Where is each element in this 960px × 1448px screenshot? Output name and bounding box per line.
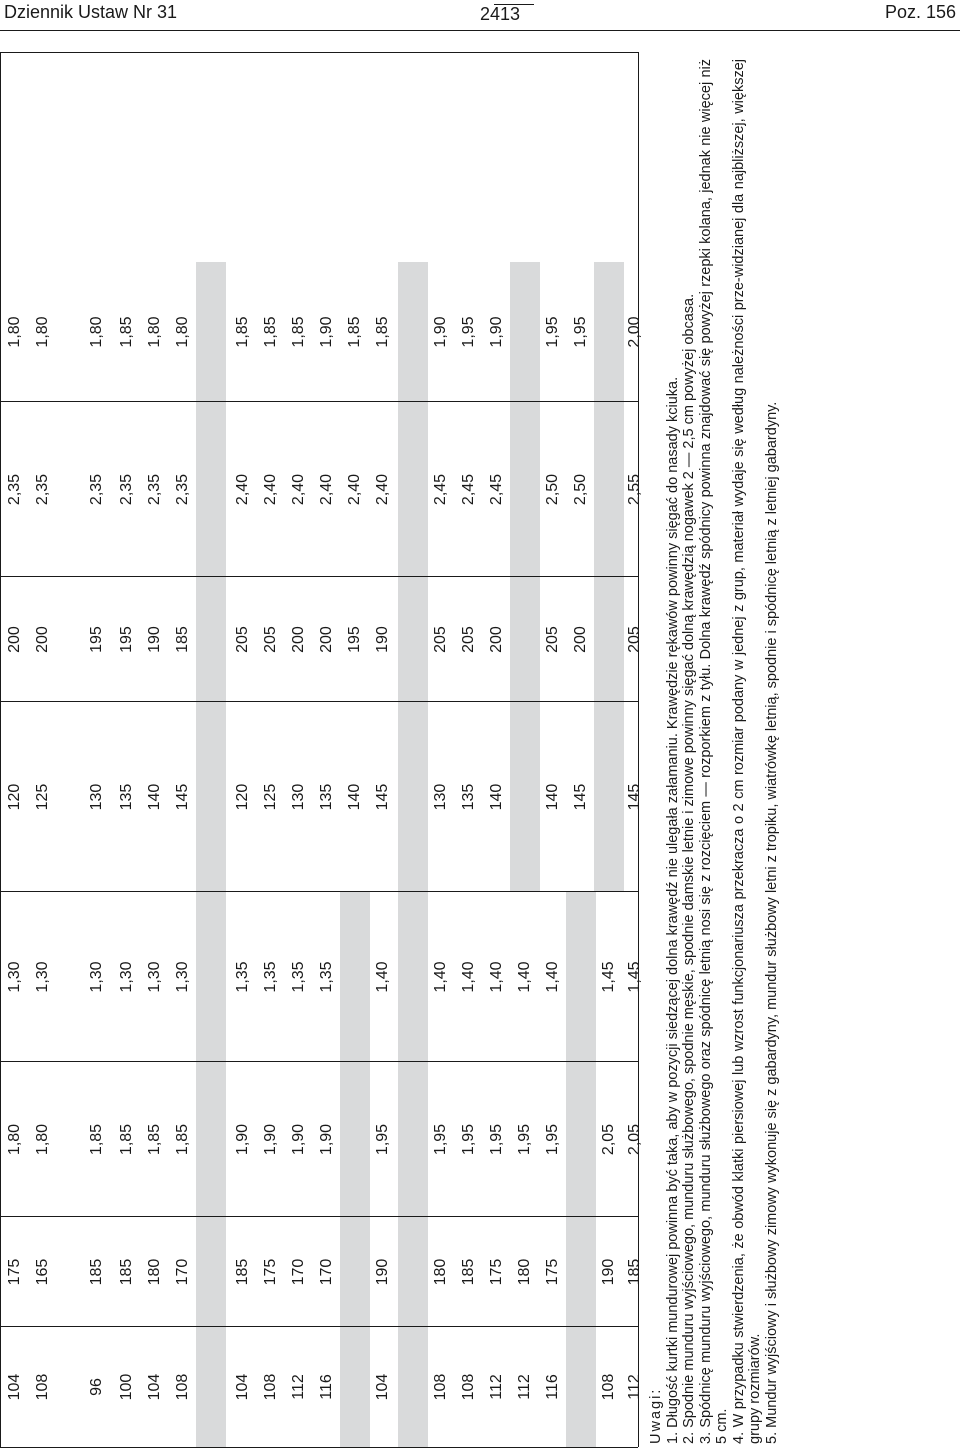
table-cell: 205 [234,626,251,653]
table-cell: 200 [572,626,589,653]
table-cell: 145 [374,783,391,811]
table-cell: 190 [146,626,163,653]
table-cell: 1,30 [146,961,163,993]
table-cell: 140 [146,783,163,811]
table-cell: 1,30 [34,961,51,993]
table-cell: 120 [234,783,251,811]
table-cell: 2,55 [626,473,643,506]
table-cell: 1,90 [318,316,335,348]
table-cell: 140 [488,783,505,811]
table-cell: 1,85 [374,316,391,348]
page-number-text: 2413 [480,4,521,24]
note-item: 4. W przypadku stwierdzenia, że obwód klatki piersiowej lub wzrost funkcjonariusza przekracza o 2 cm rozmiar podany w jednej z grup, materiał wydaje się według należności prze-widzianej dla najbliższej, większej grupy rozmiarów. [730,59,763,1444]
table-cell: 205 [544,626,561,653]
table-cell: 1,40 [374,961,391,993]
table-cell: 1,80 [34,1123,51,1156]
table-cell: 165 [34,1258,51,1286]
table-cell: 1,80 [88,316,105,348]
table-cell: 1,95 [374,1123,391,1156]
table-cell: 195 [88,626,105,653]
table-row [340,52,370,1447]
table-cell: 1,80 [146,316,163,348]
table-cell: 1,30 [174,961,191,993]
table-cell: 108 [262,1373,279,1401]
table-cell [398,892,428,1062]
table-cell [398,262,428,402]
table-cell: 1,40 [516,961,533,993]
table-cell: 2,45 [488,473,505,506]
table-cell: 1,95 [544,1123,561,1156]
notes-title: Uwagi: [648,1387,664,1444]
table-cell: 135 [318,783,335,811]
table-cell: 1,30 [6,961,23,993]
table-row [0,52,30,1447]
table-cell [566,1217,596,1327]
table-cell: 1,80 [34,316,51,348]
table-cell: 125 [34,783,51,811]
table-cell: 205 [626,626,643,653]
column-divider [0,401,638,402]
table-cell: 1,40 [544,961,561,993]
table-cell: 145 [572,783,589,811]
table-cell [510,262,540,402]
table-cell: 1,80 [6,316,23,348]
table-cell: 2,40 [346,473,363,506]
table-cell: 130 [290,783,307,811]
table-cell: 135 [460,783,477,811]
table-cell: 185 [460,1258,477,1286]
table-border [0,52,638,53]
table-row [426,52,456,1447]
table-cell: 1,95 [460,1123,477,1156]
table-cell [196,577,226,702]
table-cell: 140 [544,783,561,811]
table-cell [196,702,226,892]
table-cell: 190 [374,626,391,653]
table-cell: 120 [6,783,23,811]
table-cell: 1,80 [6,1123,23,1156]
table-cell: 1,80 [174,316,191,348]
table-cell: 1,85 [118,316,135,348]
table-cell: 2,05 [626,1123,643,1156]
table-cell: 2,35 [118,473,135,506]
table-cell: 200 [34,626,51,653]
table-cell: 1,45 [600,961,617,993]
table-cell: 2,35 [6,473,23,506]
table-cell: 1,85 [346,316,363,348]
table-cell: 145 [626,783,643,811]
table-cell: 175 [262,1258,279,1286]
table-cell: 140 [346,783,363,811]
journal-title: Dziennik Ustaw Nr 31 [4,2,178,22]
table-cell [398,1217,428,1327]
table-cell: 1,95 [516,1123,533,1156]
table-row [112,52,142,1447]
table-row [196,52,226,1447]
table-cell: 2,35 [34,473,51,506]
table-cell: 1,95 [432,1123,449,1156]
table-cell: 195 [346,626,363,653]
table-cell: 2,45 [460,473,477,506]
table-border [638,52,639,1447]
table-cell: 108 [460,1373,477,1401]
table-cell: 175 [544,1258,561,1286]
table-cell: 112 [290,1374,307,1400]
table-cell: 2,45 [432,473,449,506]
size-table [0,52,643,1448]
table-cell: 1,85 [290,316,307,348]
table-cell: 1,45 [626,961,643,993]
table-cell [398,577,428,702]
table-cell: 108 [432,1373,449,1401]
table-cell: 1,90 [488,316,505,348]
table-cell: 2,05 [600,1123,617,1156]
table-cell [398,1327,428,1447]
page-header [0,0,960,30]
table-cell: 1,85 [174,1123,191,1156]
column-divider [0,891,638,892]
table-row [482,52,512,1447]
table-cell: 175 [488,1258,505,1286]
table-row [368,52,398,1447]
table-cell [196,402,226,577]
table-cell: 185 [234,1258,251,1286]
table-cell: 1,35 [234,961,251,993]
note-item: 1. Długość kurtki mundurowej powinna być taka, aby w pozycji siedzącej dolna krawędź nie ulegała załamaniu. Krawędzie rękawów powinny sięgać do nasady kciuka. [664,376,681,1444]
table-cell: 96 [88,1378,105,1396]
table-cell: 1,35 [290,961,307,993]
table-row [256,52,286,1447]
table-cell: 135 [118,783,135,811]
column-divider [0,576,638,577]
table-cell: 195 [118,626,135,653]
table-cell: 170 [174,1258,191,1286]
column-divider [0,1216,638,1217]
table-cell: 2,35 [174,473,191,506]
table-cell: 108 [34,1373,51,1401]
table-cell: 170 [318,1258,335,1286]
table-cell: 1,95 [488,1123,505,1156]
table-cell: 2,50 [572,473,589,506]
table-cell [398,702,428,892]
table-cell: 130 [432,783,449,811]
table-row [168,52,198,1447]
table-cell: 185 [174,626,191,653]
table-cell: 185 [118,1258,135,1286]
table-cell: 2,50 [544,473,561,506]
table-cell [196,262,226,402]
table-cell: 145 [174,783,191,811]
table-cell: 1,40 [432,961,449,993]
table-cell: 1,30 [118,961,135,993]
table-cell: 180 [432,1258,449,1286]
table-cell: 1,35 [318,961,335,993]
table-cell: 104 [146,1373,163,1401]
table-cell: 125 [262,783,279,811]
table-cell [340,1327,370,1447]
table-cell [196,892,226,1062]
table-cell: 185 [626,1258,643,1286]
notes-section [648,59,780,1444]
table-cell: 116 [318,1374,335,1400]
table-row [398,52,428,1447]
table-row [140,52,170,1447]
table-cell: 1,35 [262,961,279,993]
table-cell: 1,40 [460,961,477,993]
table-cell: 205 [262,626,279,653]
note-item: 3. Spódnicę munduru wyjściowego, munduru służbowego oraz spódnicę letnią nosi się z rozcięciem — rozporkiem z tyłu. Dolna krawędź spódnicy powinna znajdować się powyżej rzepki kolana, jednak nie więcej niż 5 cm. [697,59,730,1444]
table-cell: 185 [88,1258,105,1286]
table-cell: 2,40 [234,473,251,506]
column-divider [0,701,638,702]
table-row [228,52,258,1447]
table-cell: 200 [488,626,505,653]
table-cell [340,892,370,1062]
table-cell: 1,85 [262,316,279,348]
table-cell: 1,90 [290,1123,307,1156]
table-border [0,52,1,1447]
table-cell: 104 [6,1373,23,1401]
table-cell: 1,85 [146,1123,163,1156]
table-cell [566,1327,596,1447]
table-cell [398,1062,428,1217]
table-cell [196,1327,226,1447]
table-cell: 2,35 [146,473,163,506]
table-cell: 104 [374,1373,391,1401]
table-row [620,52,650,1447]
table-cell: 2,40 [374,473,391,506]
table-cell [340,1062,370,1217]
table-cell: 180 [146,1258,163,1286]
header-rule [0,30,960,31]
table-cell: 1,95 [544,316,561,348]
table-cell: 1,30 [88,961,105,993]
table-cell: 2,40 [290,473,307,506]
rotated-content [0,53,825,1448]
table-row [510,52,540,1447]
table-cell: 1,85 [118,1123,135,1156]
table-cell: 2,00 [626,316,643,348]
table-cell: 1,90 [234,1123,251,1156]
table-cell: 2,40 [318,473,335,506]
table-cell: 116 [544,1374,561,1400]
table-cell: 112 [516,1374,533,1400]
note-item: 2. Spodnie munduru wyjściowego, munduru służbowego, spodnie męskie, spodnie damskie letnie i zimowe powinny sięgać dolną krawędzią nogawek 2 — 2,5 cm powyżej obcasa. [681,293,697,1444]
table-cell: 2,40 [262,473,279,506]
table-row [454,52,484,1447]
table-cell [398,402,428,577]
table-cell: 190 [600,1258,617,1286]
table-cell [196,1217,226,1327]
table-cell: 1,90 [262,1123,279,1156]
table-cell [196,1062,226,1217]
table-row [312,52,342,1447]
table-cell: 200 [6,626,23,653]
table-row [82,52,112,1447]
table-cell: 130 [88,783,105,811]
column-divider [0,1326,638,1327]
table-cell [510,702,540,892]
table-cell: 108 [600,1373,617,1401]
table-cell: 200 [290,626,307,653]
table-cell: 175 [6,1258,23,1286]
table-cell: 1,95 [572,316,589,348]
table-cell: 112 [488,1374,505,1400]
table-cell: 1,90 [318,1123,335,1156]
table-cell: 104 [234,1373,251,1401]
table-cell: 112 [626,1374,643,1400]
table-cell: 180 [516,1258,533,1286]
table-cell: 170 [290,1258,307,1286]
table-cell [566,892,596,1062]
table-cell: 100 [118,1373,135,1401]
table-cell: 1,95 [460,316,477,348]
table-cell: 200 [318,626,335,653]
table-row [28,52,58,1447]
table-cell: 205 [432,626,449,653]
table-cell [510,402,540,577]
table-cell [340,1217,370,1327]
position-number: Poz. 156 [884,2,956,22]
table-cell: 1,85 [234,316,251,348]
note-item: 5. Mundur wyjściowy i służbowy zimowy wykonuje się z gabardyny, mundur służbowy letni z tropiku, wiatrówkę letnią, spodnie i spódnicę letnią z letniej gabardyny. [763,401,780,1444]
table-cell [510,577,540,702]
table-cell: 190 [374,1258,391,1286]
table-row [566,52,596,1447]
table-cell: 1,90 [432,316,449,348]
table-cell: 1,85 [88,1123,105,1156]
table-cell: 108 [174,1373,191,1401]
column-divider [0,1061,638,1062]
table-cell: 2,35 [88,473,105,506]
table-cell [566,1062,596,1217]
table-row [284,52,314,1447]
table-cell: 1,40 [488,961,505,993]
table-row [538,52,568,1447]
table-cell: 205 [460,626,477,653]
